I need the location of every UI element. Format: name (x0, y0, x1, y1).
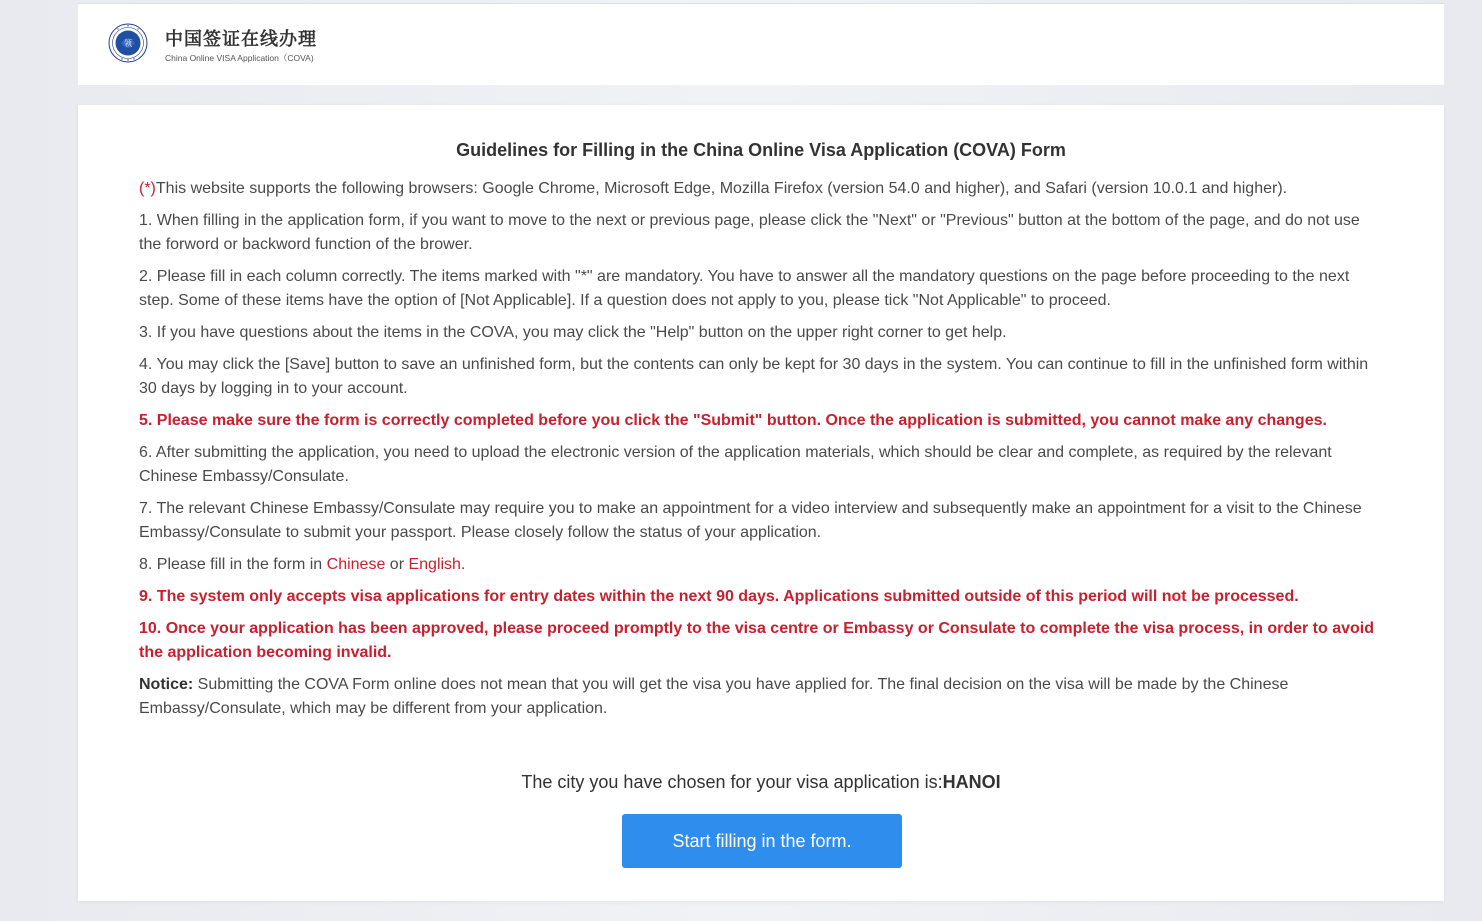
guideline-item-10: 10. Once your application has been approved, please proceed promptly to the visa centre or Embassy or Consulate to complete the visa process, in order to avoid the application becoming invalid. (139, 620, 1375, 661)
item8-prefix: 8. Please fill in the form in (139, 556, 327, 573)
language-english-link[interactable]: English. (408, 556, 466, 573)
chosen-city-label: The city you have chosen for your visa application is: (521, 772, 943, 792)
guideline-item-8 (139, 553, 1379, 577)
start-filling-button[interactable]: Start filling in the form. (622, 814, 902, 868)
browser-note-mark: (*) (139, 180, 156, 197)
site-header (78, 3, 1444, 85)
guideline-item-5: 5. Please make sure the form is correctly completed before you click the "Submit" button. Once the application is submitted, you cannot make any changes. (139, 412, 1327, 429)
language-chinese-link[interactable]: Chinese (326, 556, 386, 573)
guidelines-card (78, 105, 1444, 901)
chosen-city-value: HANOI (942, 772, 1001, 792)
guidelines-list (139, 177, 1379, 729)
browser-support-note (139, 177, 1379, 201)
item8-or: or (385, 556, 409, 573)
svg-text:领: 领 (124, 39, 132, 48)
guideline-item-7: 7. The relevant Chinese Embassy/Consulate may require you to make an appointment for a video interview and subsequently make an appointment for a visit to the Chinese Embassy/Consulate to submit your passport. Please closely follow the status of your application. (139, 500, 1362, 541)
guideline-item-2: 2. Please fill in each column correctly. The items marked with "*" are mandatory. You have to answer all the mandatory questions on the page before proceeding to the next step. Some of these items have the option of [Not Applicable]. If a question does not apply to you, please tick "Not Applicable" to proceed. (139, 268, 1350, 309)
notice-paragraph (139, 673, 1379, 721)
guideline-item-1: 1. When filling in the application form, if you want to move to the next or previous page, please click the "Next" or "Previous" button at the bottom of the page, and do not use the forword or backword function of the brower. (139, 212, 1360, 253)
browser-note-text: This website supports the following browsers: Google Chrome, Microsoft Edge, Mozilla Firefox (version 54.0 and higher), and Safari (version 10.0.1 and higher). (155, 180, 1288, 197)
notice-text: Submitting the COVA Form online does not mean that you will get the visa you have applied for. The final decision on the visa will be made by the Chinese Embassy/Consulate, which may be different from your application. (139, 676, 1289, 717)
brand-title-cn: 中国签证在线办理 (165, 29, 317, 50)
guideline-item-6: 6. After submitting the application, you need to upload the electronic version of the application materials, which should be clear and complete, as required by the relevant Chinese Embassy/Consulate. (139, 444, 1332, 485)
chosen-city-line (78, 772, 1444, 793)
notice-label: Notice: (139, 676, 194, 693)
guideline-item-3: 3. If you have questions about the items in the COVA, you may click the "Help" button on the upper right corner to get help. (139, 324, 1007, 341)
consular-affairs-emblem-icon (108, 23, 148, 63)
guidelines-title: Guidelines for Filling in the China Online Visa Application (COVA) Form (456, 140, 1066, 160)
guideline-item-9: 9. The system only accepts visa applications for entry dates within the next 90 days. Applications submitted outside of this period will not be processed. (139, 588, 1299, 605)
brand-title-en: China Online VISA Application（COVA) (165, 53, 314, 63)
guideline-item-4: 4. You may click the [Save] button to save an unfinished form, but the contents can only be kept for 30 days in the system. You can continue to fill in the unfinished form within 30 days by logging in to your account. (139, 356, 1369, 397)
